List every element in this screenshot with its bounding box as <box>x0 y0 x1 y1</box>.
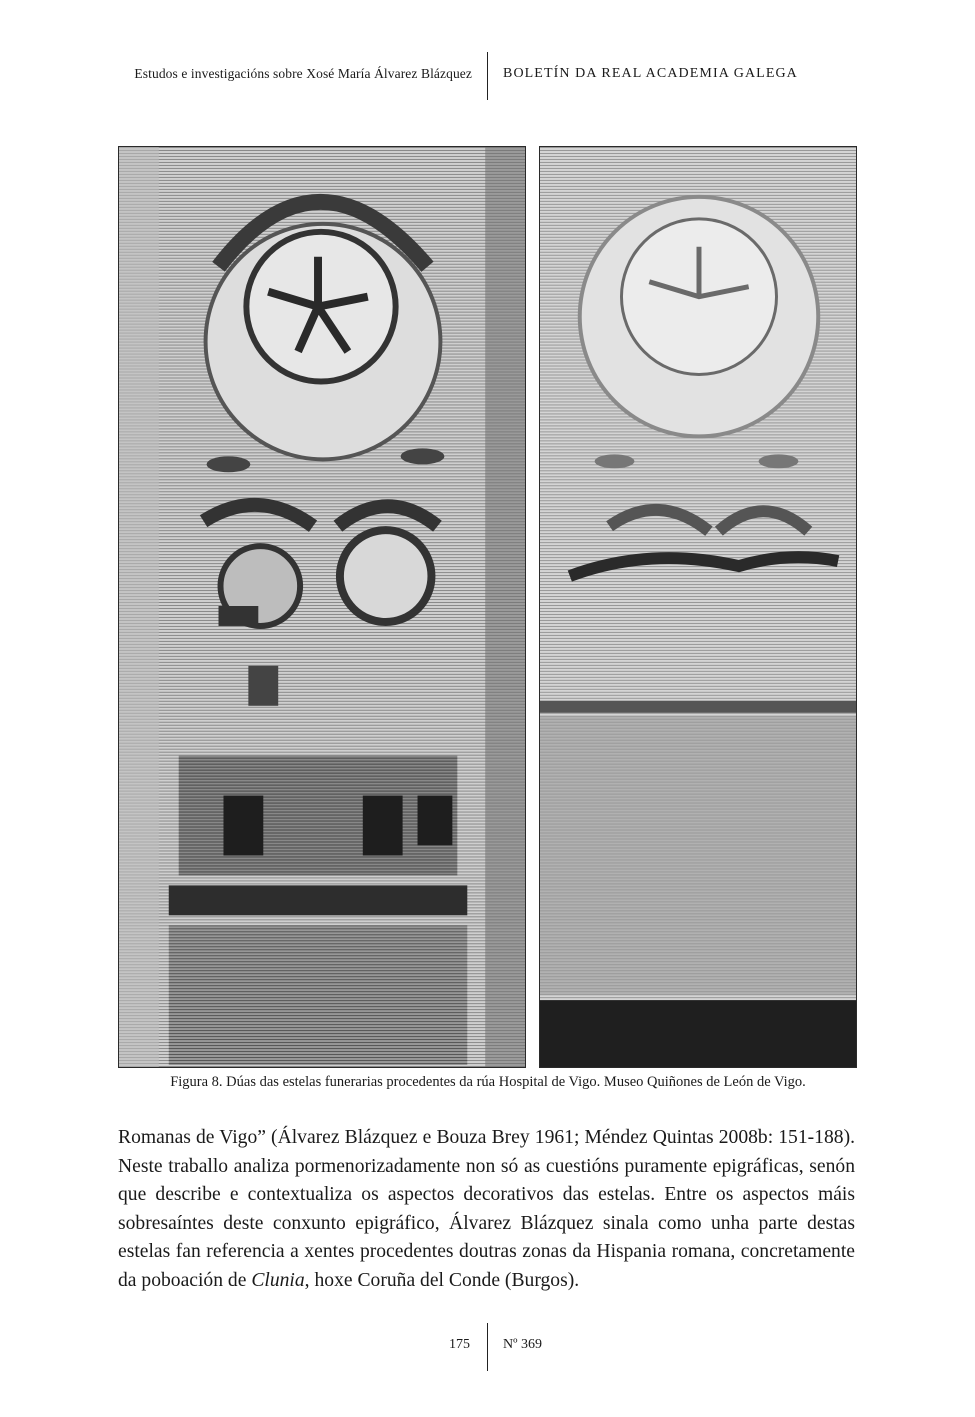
figure-caption: Figura 8. Dúas das estelas funerarias procedentes da rúa Hospital de Vigo. Museo Quiñones de León de Vigo. <box>170 1074 806 1090</box>
page-number: 175 <box>449 1337 470 1352</box>
body-paragraph <box>118 1124 855 1296</box>
header-journal-title: BOLETÍN DA REAL ACADEMIA GALEGA <box>503 66 798 81</box>
issue-number: Nº 369 <box>503 1337 542 1352</box>
body-text-part-2: , hoxe Coruña del Conde (Burgos). <box>304 1269 580 1291</box>
running-header <box>0 52 975 100</box>
footer-divider <box>487 1323 488 1371</box>
body-text-part-1: Romanas de Vigo” (Álvarez Blázquez e Bouza Brey 1961; Méndez Quintas 2008b: 151-188). Neste traballo analiza pormenorizadamente non só as cuestións puramente epigráficas, senón que describe e contextualiza os aspectos decorativos das estelas. Entre os aspectos máis sobresaíntes deste conxunto epigráfico, Álvarez Blázquez sinala como unha parte destas estelas fan referencia a xentes procedentes doutras zonas da Hispania romana, concretamente da poboación de <box>118 1127 855 1291</box>
stele-photo-right <box>540 147 856 1067</box>
header-divider <box>487 52 488 100</box>
body-text-italic-clunia: Clunia <box>251 1269 305 1291</box>
figure-image-left-stele <box>118 146 526 1068</box>
stele-photo-left <box>119 147 525 1067</box>
figure-image-right-stele <box>539 146 857 1068</box>
header-section-title: Estudos e investigacións sobre Xosé María Álvarez Blázquez <box>134 66 472 81</box>
page-footer <box>0 1323 975 1371</box>
